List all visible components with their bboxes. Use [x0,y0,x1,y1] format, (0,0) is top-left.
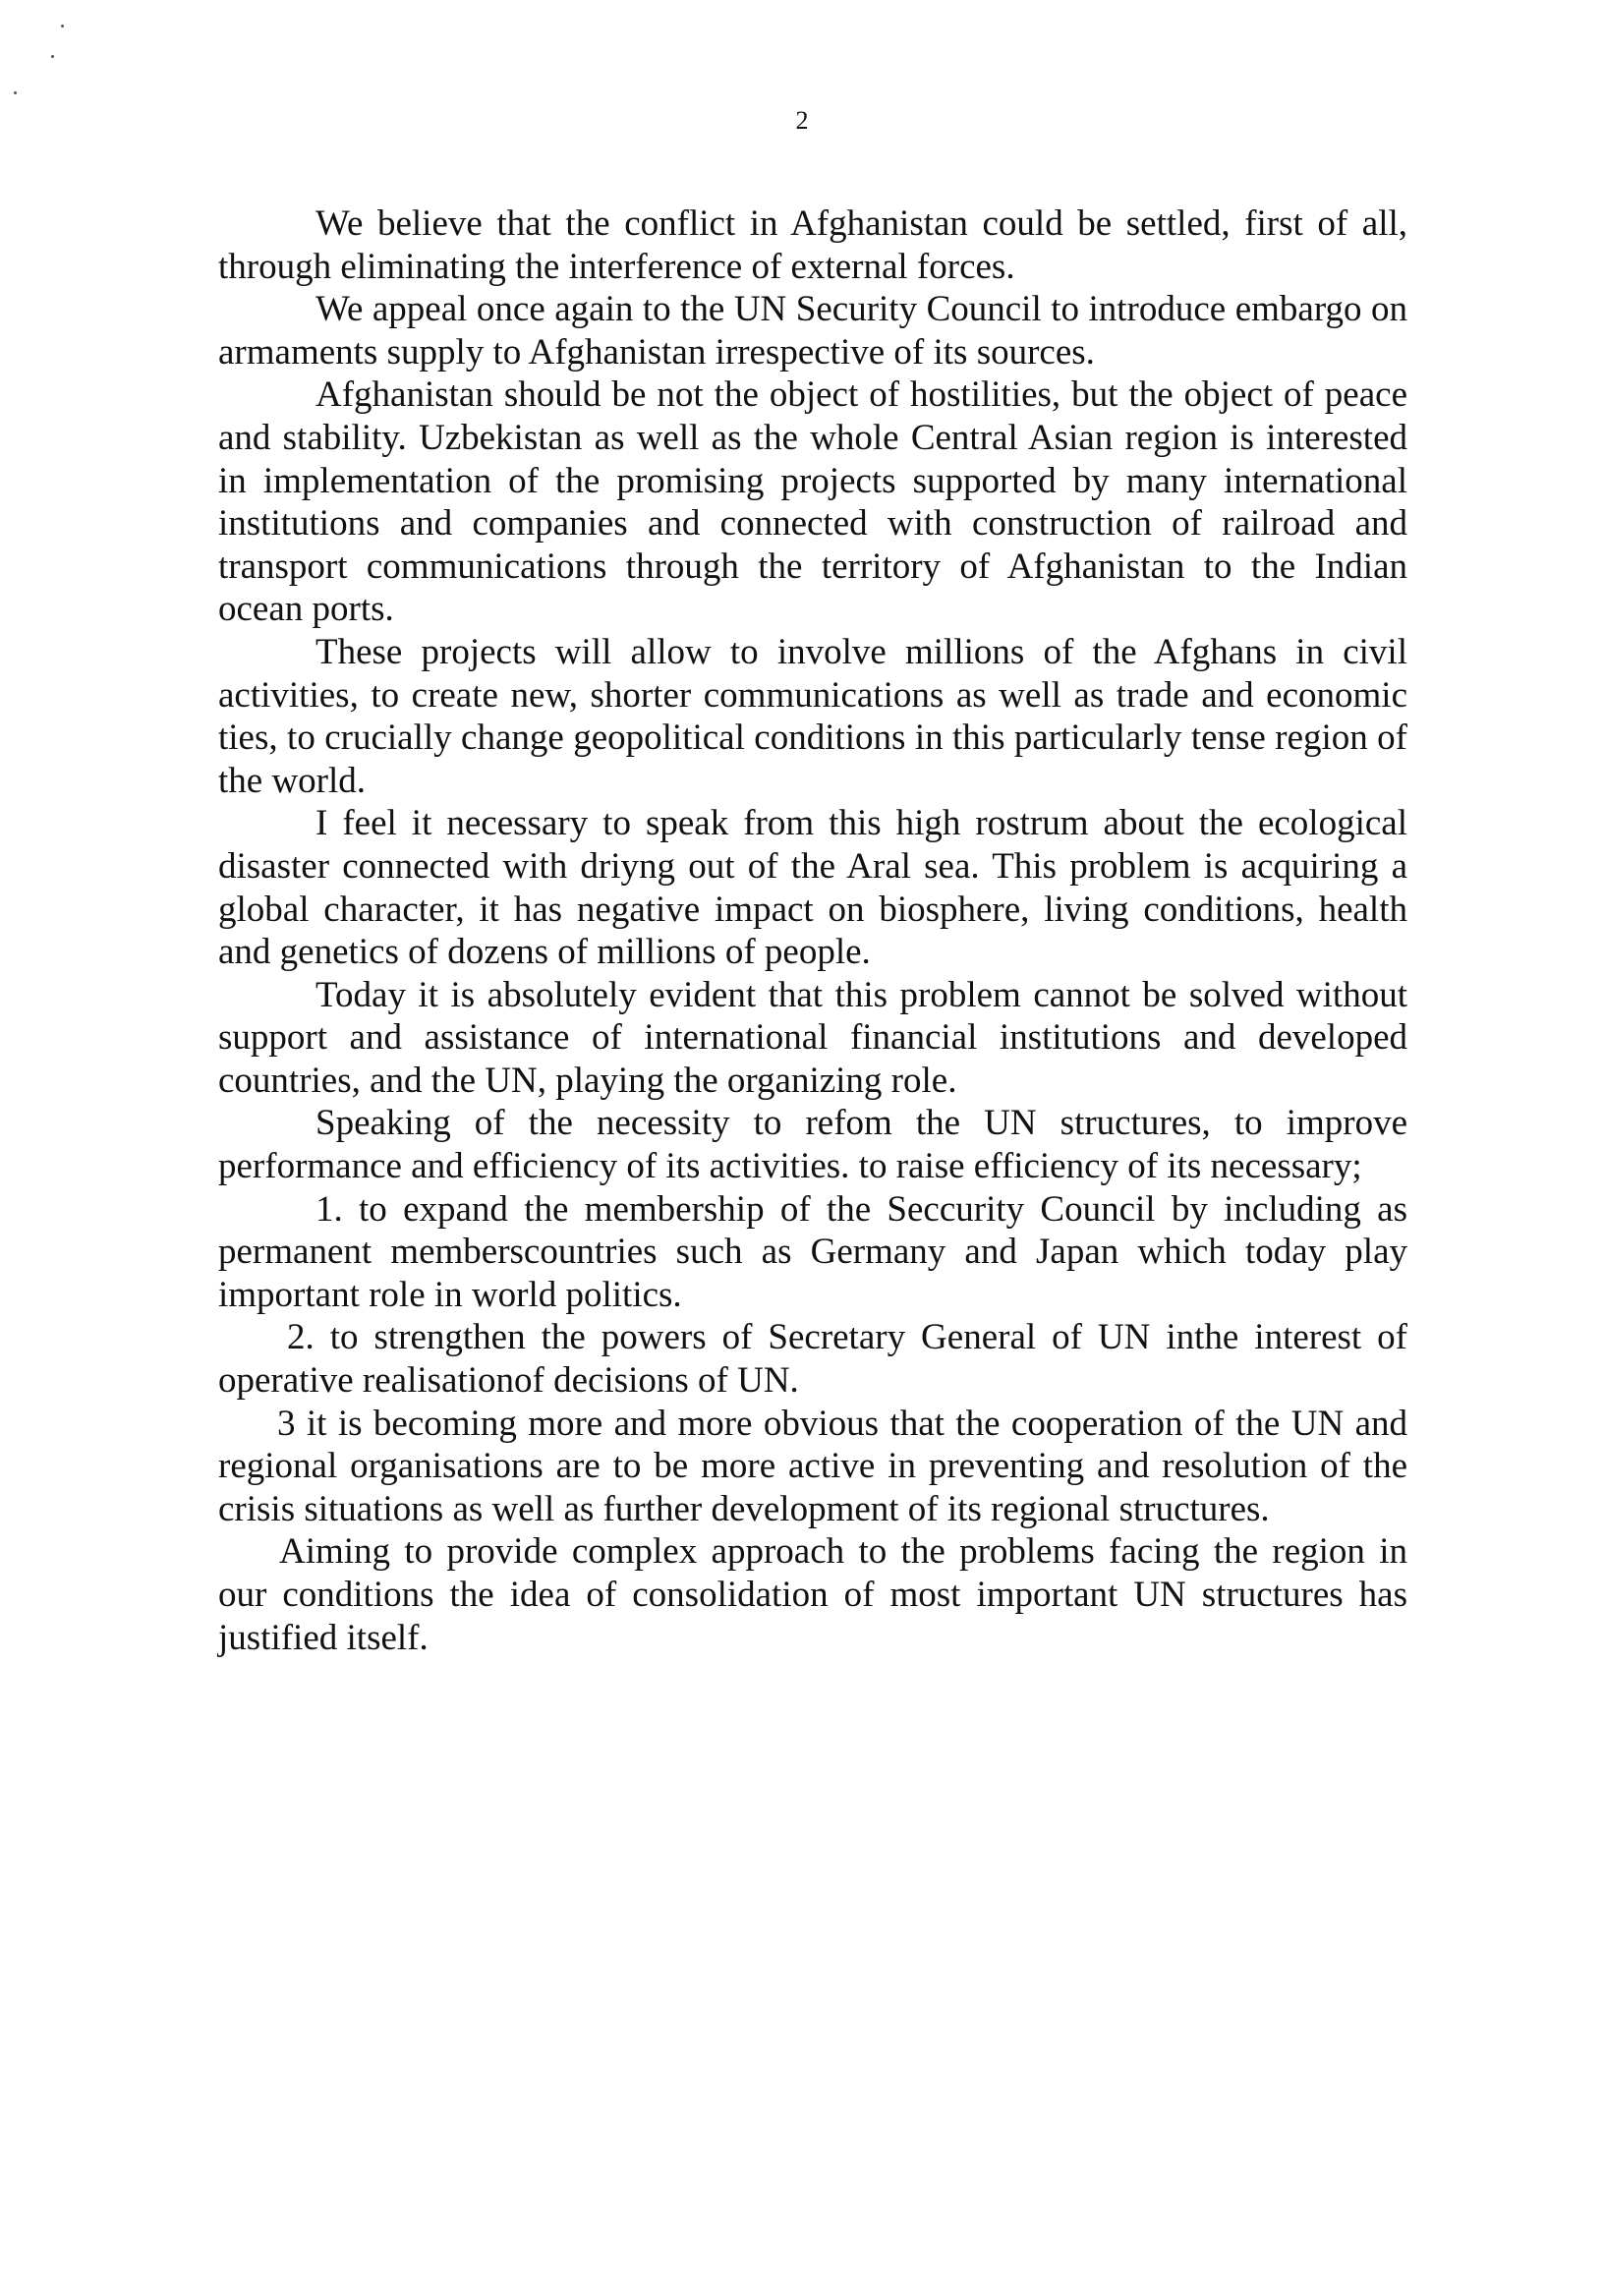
paragraph: Speaking of the necessity to refom the UN structures, to improve performance and efficiency of its activities. to raise efficiency of its necessary; [218,1103,1407,1187]
scan-speck [51,55,54,58]
scan-speck [14,91,17,94]
paragraph: Today it is absolutely evident that this problem cannot be solved without support and assistance of international financial institutions and developed countries, and the UN, playing the organizing role. [218,974,1407,1101]
paragraph: Aiming to provide complex approach to the problems facing the region in our conditions the idea of consolidation of most important UN structures has justified itself. [218,1531,1407,1658]
paragraph: These projects will allow to involve millions of the Afghans in civil activities, to create new, shorter communications as well as trade and economic ties, to crucially change geopolitical conditions in this particularly tense region of the world. [218,631,1407,801]
numbered-paragraph: 2. to strengthen the powers of Secretary General of UN inthe interest of operative realisationof decisions of UN. [218,1317,1407,1402]
numbered-paragraph: 1. to expand the membership of the Seccurity Council by including as permanent memberscountries such as Germany and Japan which today play important role in world politics. [218,1188,1407,1315]
page-number: 2 [795,106,809,135]
document-body [218,202,1407,1659]
scan-speck [61,25,64,28]
paragraph: Afghanistan should be not the object of hostilities, but the object of peace and stability. Uzbekistan as well as the whole Central Asian region is interested in implementation of the promising projects supported by many international institutions and companies and connected with construction of railroad and transport communications through the territory of Afghanistan to the Indian ocean ports. [218,374,1407,630]
paragraph: We appeal once again to the UN Security Council to introduce embargo on armaments supply to Afghanistan irrespective of its sources. [218,289,1407,373]
paragraph: We believe that the conflict in Afghanistan could be settled, first of all, through eliminating the interference of external forces. [218,203,1407,287]
numbered-paragraph: 3 it is becoming more and more obvious that the cooperation of the UN and regional organisations are to be more active in preventing and resolution of the crisis situations as well as further development of its regional structures. [218,1403,1407,1529]
paragraph: I feel it necessary to speak from this high rostrum about the ecological disaster connected with driyng out of the Aral sea. This problem is acquiring a global character, it has negative impact on biosphere, living conditions, health and genetics of dozens of millions of people. [218,803,1407,973]
